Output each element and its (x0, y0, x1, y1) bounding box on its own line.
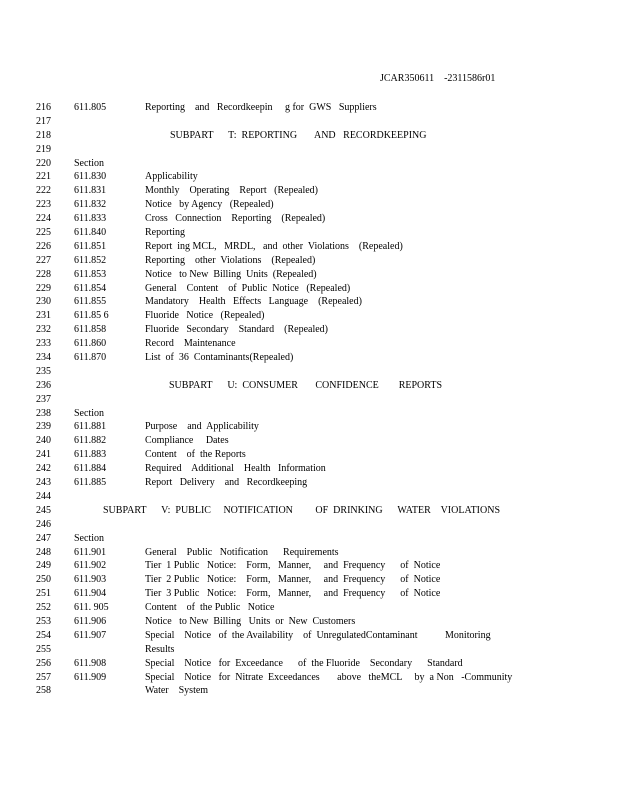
section-title: Fluoride Secondary Standard (Repealed) (145, 324, 329, 336)
document-line (0, 684, 618, 698)
line-number: 232 (36, 324, 51, 336)
line-number: 226 (36, 240, 51, 252)
section-title: Notice to New Billing Units or New Customers (145, 615, 356, 627)
section-title: Cross Connection Reporting (Repealed) (145, 213, 326, 225)
document-line (0, 323, 618, 337)
section-number: 611.860 (74, 338, 107, 350)
section-number: 611.840 (74, 227, 107, 239)
document-line (0, 129, 618, 143)
line-number: 227 (36, 254, 51, 266)
section-column-label: Section (74, 407, 104, 419)
section-number: 611.854 (74, 282, 107, 294)
line-number: 234 (36, 352, 51, 364)
document-line (0, 240, 618, 254)
document-line (0, 643, 618, 657)
section-title: Special Notice for Nitrate Exceedances above theMCL by a Non -Community (145, 671, 513, 683)
section-title: General Content of Public Notice (Repealed) (145, 282, 351, 294)
line-number: 251 (36, 588, 51, 600)
line-number: 241 (36, 449, 51, 461)
section-title: Notice by Agency (Repealed) (145, 199, 274, 211)
document-line (0, 420, 618, 434)
section-number: 611.881 (74, 421, 107, 433)
section-number: 611.883 (74, 449, 107, 461)
line-number: 230 (36, 296, 51, 308)
section-number: 611.904 (74, 588, 107, 600)
section-title: Content of the Reports (145, 449, 246, 461)
section-number: 611.858 (74, 324, 107, 336)
section-number: 611.833 (74, 213, 107, 225)
document-line (0, 282, 618, 296)
document-line (0, 407, 618, 421)
document-line (0, 587, 618, 601)
line-number: 222 (36, 185, 51, 197)
line-number: 216 (36, 102, 51, 113)
section-number: 611.903 (74, 574, 107, 586)
line-number: 231 (36, 310, 51, 322)
line-number: 257 (36, 671, 51, 683)
section-title: Record Maintenance (145, 338, 236, 350)
line-number: 223 (36, 199, 51, 211)
line-number: 239 (36, 421, 51, 433)
section-column-label: Section (74, 532, 104, 544)
section-title: Report Delivery and Recordkeeping (145, 477, 308, 489)
line-number: 253 (36, 615, 51, 627)
document-line (0, 226, 618, 240)
section-number: 611.884 (74, 463, 107, 475)
document-line (0, 309, 618, 323)
line-number: 221 (36, 171, 51, 183)
line-number: 245 (36, 504, 51, 516)
document-line (0, 170, 618, 184)
section-number: 611.908 (74, 657, 107, 669)
line-number: 243 (36, 477, 51, 489)
document-line (0, 559, 618, 573)
document-line (0, 518, 618, 532)
section-title: Notice to New Billing Units (Repealed) (145, 268, 317, 280)
section-number: 611.885 (74, 477, 107, 489)
document-line (0, 143, 618, 157)
section-number: 611.901 (74, 546, 107, 558)
document-line (0, 351, 618, 365)
section-title: Content of the Public Notice (145, 602, 275, 614)
line-number: 225 (36, 227, 51, 239)
document-line (0, 379, 618, 393)
section-number: 611.831 (74, 185, 107, 197)
document-line (0, 615, 618, 629)
line-number: 228 (36, 268, 51, 280)
line-number: 254 (36, 629, 51, 641)
section-title: Purpose and Applicability (145, 421, 259, 433)
document-line (0, 546, 618, 560)
section-title: Special Notice of the Availability of UnregulatedContaminant Monitoring (145, 629, 491, 641)
section-title: Reporting (145, 227, 185, 239)
line-number: 240 (36, 435, 51, 447)
document-line (0, 212, 618, 226)
document-line (0, 462, 618, 476)
section-number: 611.805 (74, 102, 107, 113)
section-title: Reporting and Recordkeepin g for GWS Suppliers (145, 102, 377, 113)
document-line (0, 532, 618, 546)
line-number: 258 (36, 685, 51, 697)
section-title: Results (145, 643, 175, 655)
subpart-heading: SUBPART T: REPORTING AND RECORDKEEPING (170, 129, 427, 141)
document-line (0, 504, 618, 518)
section-number: 611. 905 (74, 602, 109, 614)
document-line (0, 657, 618, 671)
document-line (0, 115, 618, 129)
line-number: 218 (36, 129, 51, 141)
subpart-heading: SUBPART U: CONSUMER CONFIDENCE REPORTS (169, 379, 443, 391)
document-line (0, 184, 618, 198)
section-number: 611.85 6 (74, 310, 109, 322)
section-number: 611.855 (74, 296, 107, 308)
section-number: 611.882 (74, 435, 107, 447)
line-number: 224 (36, 213, 51, 225)
line-number: 219 (36, 143, 51, 155)
section-title: Reporting other Violations (Repealed) (145, 254, 316, 266)
line-number: 233 (36, 338, 51, 350)
document-line (0, 101, 618, 115)
section-number: 611.853 (74, 268, 107, 280)
section-title: Special Notice for Exceedance of the Fluoride Secondary Standard (145, 657, 463, 669)
section-title: Tier 3 Public Notice: Form, Manner, and Frequency of Notice (145, 588, 441, 600)
section-column-label: Section (74, 157, 104, 169)
document-line (0, 476, 618, 490)
document-line (0, 434, 618, 448)
section-number: 611.909 (74, 671, 107, 683)
subpart-heading: SUBPART V: PUBLIC NOTIFICATION OF DRINKING WATER VIOLATIONS (103, 504, 501, 516)
document-line (0, 671, 618, 685)
line-number: 236 (36, 379, 51, 391)
document-line (0, 254, 618, 268)
document-line (0, 573, 618, 587)
document-line (0, 601, 618, 615)
document-body (0, 101, 618, 698)
section-title: Required Additional Health Information (145, 463, 326, 475)
document-line (0, 198, 618, 212)
section-title: Applicability (145, 171, 198, 183)
section-title: Water System (145, 685, 209, 697)
document-line (0, 393, 618, 407)
line-number: 250 (36, 574, 51, 586)
line-number: 256 (36, 657, 51, 669)
line-number: 255 (36, 643, 51, 655)
document-line (0, 295, 618, 309)
line-number: 242 (36, 463, 51, 475)
line-number: 237 (36, 393, 51, 405)
line-number: 252 (36, 602, 51, 614)
section-number: 611.851 (74, 240, 107, 252)
section-number: 611.832 (74, 199, 107, 211)
line-number: 238 (36, 407, 51, 419)
section-title: Fluoride Notice (Repealed) (145, 310, 265, 322)
line-number: 217 (36, 115, 51, 127)
section-title: Tier 1 Public Notice: Form, Manner, and Frequency of Notice (145, 560, 441, 572)
line-number: 249 (36, 560, 51, 572)
line-number: 244 (36, 490, 51, 502)
section-number: 611.902 (74, 560, 107, 572)
section-title: Tier 2 Public Notice: Form, Manner, and Frequency of Notice (145, 574, 441, 586)
section-title: List of 36 Contaminants(Repealed) (145, 352, 294, 364)
line-number: 235 (36, 365, 51, 377)
document-line (0, 490, 618, 504)
line-number: 246 (36, 518, 51, 530)
line-number: 247 (36, 532, 51, 544)
section-number: 611.830 (74, 171, 107, 183)
document-line (0, 365, 618, 379)
line-number: 229 (36, 282, 51, 294)
line-number: 220 (36, 157, 51, 169)
section-title: Mandatory Health Effects Language (Repealed) (145, 296, 362, 308)
section-number: 611.870 (74, 352, 107, 364)
section-number: 611.852 (74, 254, 107, 266)
document-line (0, 448, 618, 462)
document-id: JCAR350611 -2311586r01 (380, 73, 496, 84)
document-line (0, 157, 618, 171)
section-title: Monthly Operating Report (Repealed) (145, 185, 319, 197)
section-title: Report ing MCL, MRDL, and other Violations (Repealed) (145, 240, 403, 252)
document-line (0, 629, 618, 643)
section-number: 611.906 (74, 615, 107, 627)
line-number: 248 (36, 546, 51, 558)
section-title: General Public Notification Requirements (145, 546, 339, 558)
document-line (0, 268, 618, 282)
document-line (0, 337, 618, 351)
section-title: Compliance Dates (145, 435, 229, 447)
section-number: 611.907 (74, 629, 107, 641)
